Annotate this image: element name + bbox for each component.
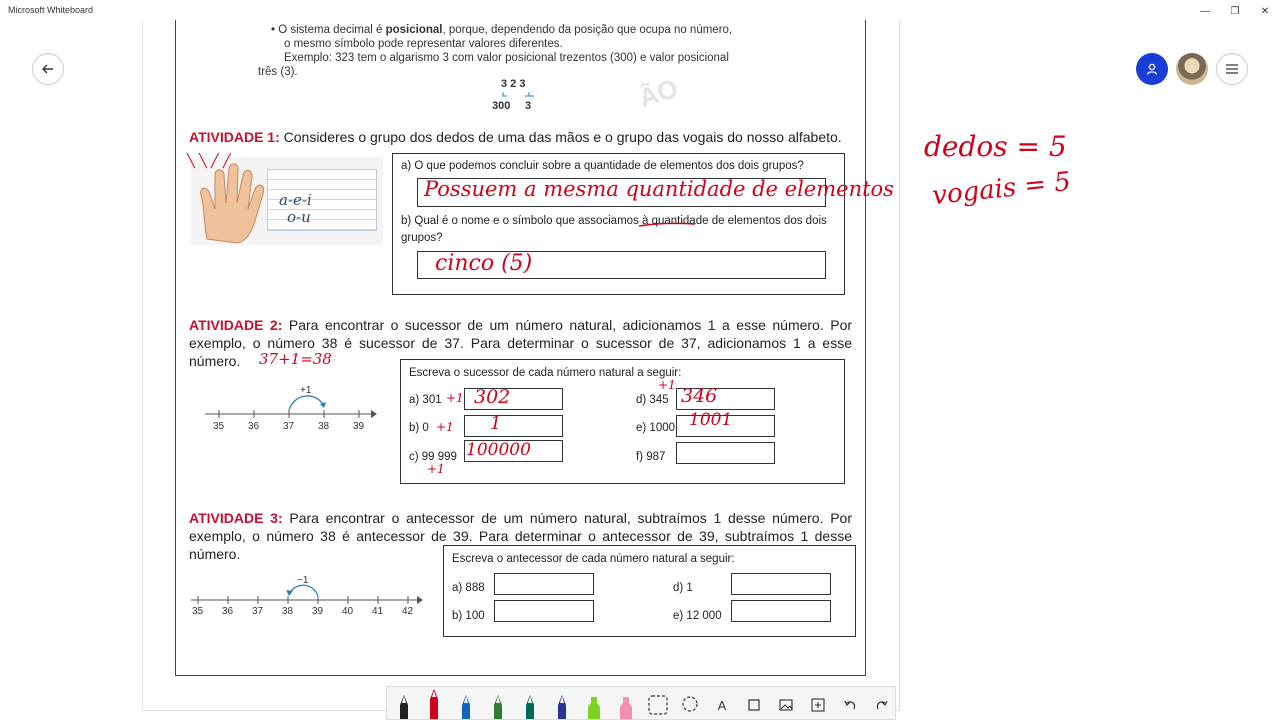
bullet-line-3: Exemplo: 323 tem o algarismo 3 com valor posicional trezentos (300) e valor posicional	[284, 52, 729, 64]
add-icon	[811, 698, 825, 712]
bullet-line-1: • O sistema decimal é posicional, porque, dependendo da posição que ocupa no número,	[271, 24, 733, 36]
successor-item-c: c) 99 999	[409, 451, 457, 463]
ink-toolbar	[386, 686, 896, 720]
predecessor-field-e[interactable]	[731, 600, 831, 622]
ink-e-value: 1001	[689, 410, 733, 430]
successor-item-d: d) 345	[636, 394, 669, 406]
back-arrow-icon	[41, 62, 55, 76]
pen-teal-tool[interactable]	[517, 691, 543, 719]
close-button[interactable]: ✕	[1260, 5, 1270, 17]
shape-icon	[747, 698, 761, 712]
activity-3-box-title: Escreva o antecessor de cada número natural a seguir:	[452, 553, 735, 565]
predecessor-tick-label: 39	[312, 606, 324, 617]
highlighter-icon	[586, 693, 602, 719]
undo-button[interactable]	[837, 691, 863, 719]
restore-button[interactable]: ❐	[1230, 5, 1240, 17]
redo-icon	[875, 698, 889, 712]
ink-answer-a: Possuem a mesma quantidade de elementos	[424, 177, 894, 201]
pen-icon	[491, 693, 505, 719]
pen-navy-tool[interactable]	[549, 691, 575, 719]
redo-button[interactable]	[869, 691, 895, 719]
activity-1-question-b-line1: b) Qual é o nome e o símbolo que associamos à quantidade de elementos dos dois	[401, 215, 827, 227]
image-icon	[779, 699, 793, 711]
predecessor-arc-label: −1	[297, 575, 309, 586]
worksheet-image[interactable]	[142, 20, 900, 711]
bullet-line-2: o mesmo símbolo pode representar valores diferentes.	[284, 38, 563, 50]
successor-tick-label: 36	[248, 421, 260, 432]
successor-item-f: f) 987	[636, 451, 666, 463]
title-bar	[0, 0, 1280, 22]
predecessor-tick-label: 42	[402, 606, 414, 617]
note-tool[interactable]	[741, 691, 767, 719]
menu-button[interactable]	[1216, 53, 1248, 85]
hand-vowels-illustration	[191, 157, 383, 245]
insert-tool[interactable]	[805, 691, 831, 719]
ink-d-plus: +1	[658, 378, 676, 392]
highlighter-icon	[618, 693, 634, 719]
successor-field-b[interactable]	[464, 415, 563, 437]
text-icon: A	[717, 697, 727, 713]
activity-1-question-b-line2: grupos?	[401, 232, 443, 244]
pen-blue-tool[interactable]	[453, 691, 479, 719]
predecessor-item-a: a) 888	[452, 582, 485, 594]
undo-icon	[843, 698, 857, 712]
share-button[interactable]	[1136, 53, 1168, 85]
image-tool[interactable]	[773, 691, 799, 719]
pen-black-tool[interactable]	[391, 691, 417, 719]
activity-2-box-title: Escreva o sucessor de cada número natural a seguir:	[409, 367, 682, 379]
app-title: Microsoft Whiteboard	[8, 5, 94, 15]
ink-c-plus: +1	[427, 462, 445, 476]
text-tool[interactable]	[709, 691, 735, 719]
ink-b-plus: +1	[436, 420, 454, 434]
person-icon	[1145, 62, 1159, 76]
pen-green-tool[interactable]	[485, 691, 511, 719]
watermark: ÃO	[635, 72, 682, 114]
lasso-icon	[680, 695, 700, 715]
vowels-card-line2: o-u	[287, 208, 311, 226]
place-value-3: 3	[525, 100, 532, 112]
successor-item-a: a) 301	[409, 394, 442, 406]
vowels-card-line1: a-e-i	[279, 191, 312, 209]
successor-tick-label: 39	[353, 421, 365, 432]
predecessor-item-b: b) 100	[452, 610, 485, 622]
number-line-successor	[203, 384, 383, 444]
predecessor-tick-label: 36	[222, 606, 234, 617]
predecessor-tick-label: 41	[372, 606, 384, 617]
predecessor-tick-label: 38	[282, 606, 294, 617]
predecessor-tick-label: 37	[252, 606, 264, 617]
successor-field-f[interactable]	[676, 442, 775, 464]
highlighter-green-tool[interactable]	[581, 691, 607, 719]
ink-underline	[637, 221, 697, 229]
successor-item-e: e) 1000	[636, 422, 676, 434]
ink-b-value: 1	[490, 413, 502, 434]
back-button[interactable]	[32, 53, 64, 85]
highlighter-pink-tool[interactable]	[613, 691, 639, 719]
ink-a-value: 302	[474, 386, 511, 408]
successor-arc-label: +1	[300, 385, 312, 396]
successor-item-b: b) 0	[409, 422, 429, 434]
activity-1-question-a: a) O que podemos concluir sobre a quantidade de elementos dos dois grupos?	[401, 160, 804, 172]
ink-answer-b: cinco (5)	[435, 251, 533, 276]
ruler-icon	[647, 694, 669, 716]
successor-tick-label: 37	[283, 421, 295, 432]
predecessor-field-b[interactable]	[494, 600, 594, 622]
predecessor-field-d[interactable]	[731, 573, 831, 595]
ink-side-note-1: dedos = 5	[924, 130, 1067, 163]
predecessor-tick-label: 40	[342, 606, 354, 617]
activity-1-heading: ATIVIDADE 1: Consideres o grupo dos dedos de uma das mãos e o grupo das vogais do nosso alfabeto.	[189, 129, 842, 145]
predecessor-tick-label: 35	[192, 606, 204, 617]
successor-tick-label: 35	[213, 421, 225, 432]
place-value-top: 3 2 3	[501, 78, 526, 90]
predecessor-field-a[interactable]	[494, 573, 594, 595]
ink-finger-marks: ╲ ╲ ╱ ╱	[187, 154, 231, 169]
menu-icon	[1225, 63, 1239, 75]
ink-side-note-2: vogais = 5	[930, 166, 1073, 212]
minimize-button[interactable]: —	[1200, 5, 1210, 17]
successor-tick-label: 38	[318, 421, 330, 432]
pen-red-tool[interactable]	[421, 691, 447, 719]
ink-equation: 37+1=38	[259, 350, 332, 368]
hand-icon	[193, 159, 283, 245]
predecessor-item-d: d) 1	[673, 582, 693, 594]
pen-icon	[397, 693, 411, 719]
pen-icon	[555, 693, 569, 719]
bullet-line-4: três (3).	[258, 66, 298, 78]
user-avatar[interactable]	[1176, 53, 1208, 85]
place-value-300: 300	[492, 100, 511, 112]
activity-2-text: ATIVIDADE 2: Para encontrar o sucessor de um número natural, adicionamos 1 a esse número. Por exemplo, o número 38 é sucessor de 37. Para determinar o sucessor de 37, adicionamos 1 a esse número.	[189, 317, 853, 369]
predecessor-item-e: e) 12 000	[673, 610, 722, 622]
pen-icon	[459, 693, 473, 719]
pen-icon	[427, 689, 441, 719]
activity-3-text: ATIVIDADE 3: Para encontrar o antecessor de um número natural, subtraímos 1 desse número. Por exemplo, o número 38 é antecessor de 39. Para determinar o antecessor de 39, subtraímos 1 desse número.	[189, 510, 853, 562]
whiteboard-canvas[interactable]	[0, 22, 1280, 720]
ink-a-plus: +1	[446, 391, 464, 405]
ruler-tool[interactable]	[645, 691, 671, 719]
pen-icon	[523, 693, 537, 719]
lasso-tool[interactable]	[677, 691, 703, 719]
ink-c-value: 100000	[466, 440, 531, 460]
ink-d-value: 346	[681, 385, 718, 407]
